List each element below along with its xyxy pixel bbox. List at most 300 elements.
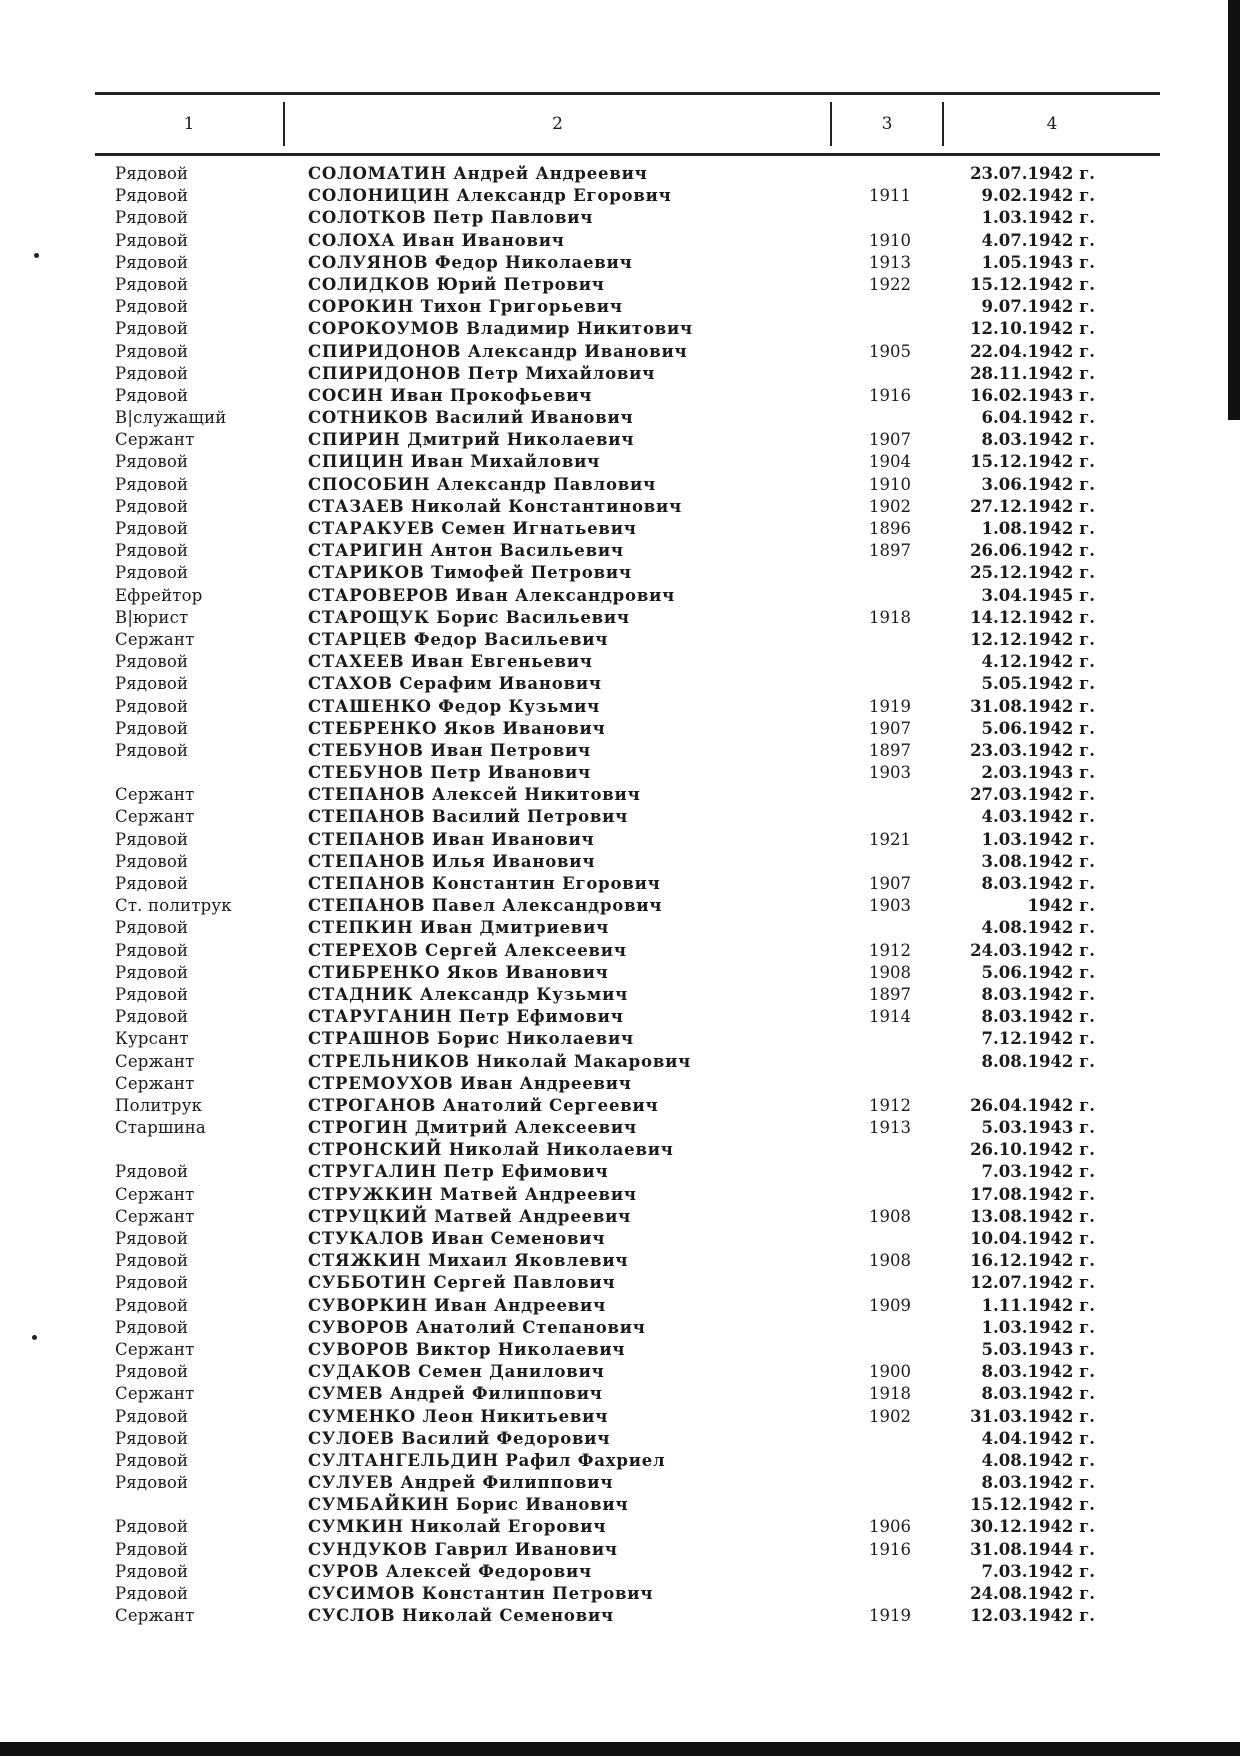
name-cell: СОЛОТКОВ Петр Павлович bbox=[308, 208, 594, 228]
rank-cell: В|юрист bbox=[115, 607, 189, 627]
table-row bbox=[0, 562, 1240, 584]
year-cell: 1903 bbox=[869, 763, 911, 783]
table-row bbox=[0, 829, 1240, 851]
name-cell: СПИРИН Дмитрий Николаевич bbox=[308, 430, 635, 450]
rank-cell: Ст. политрук bbox=[115, 896, 232, 916]
date-cell: 12.07.1942 г. bbox=[970, 1273, 1095, 1293]
name-cell: СОЛОМАТИН Андрей Андреевич bbox=[308, 164, 648, 183]
date-cell: 24.08.1942 г. bbox=[970, 1584, 1095, 1603]
rank-cell: Рядовой bbox=[115, 1162, 189, 1182]
name-cell: СТРУЦКИЙ Матвей Андреевич bbox=[308, 1206, 632, 1226]
table-row bbox=[0, 1295, 1240, 1317]
rank-cell: Рядовой bbox=[115, 1007, 189, 1027]
year-cell: 1908 bbox=[869, 962, 911, 982]
date-cell: 8.08.1942 г. bbox=[981, 1051, 1095, 1071]
rank-cell: Рядовой bbox=[115, 696, 189, 716]
rank-cell: Рядовой bbox=[115, 519, 189, 538]
rank-cell: Рядовой bbox=[115, 385, 189, 405]
table-row bbox=[0, 762, 1240, 784]
table-row bbox=[0, 1406, 1240, 1428]
table-row bbox=[0, 1250, 1240, 1272]
year-cell: 1913 bbox=[869, 1118, 911, 1138]
name-cell: СТЕБУНОВ Иван Петрович bbox=[308, 740, 591, 760]
table-row bbox=[0, 230, 1240, 252]
name-cell: СТАРОЩУК Борис Васильевич bbox=[308, 607, 630, 627]
name-cell: СТИБРЕНКО Яков Иванович bbox=[308, 962, 609, 982]
table-row bbox=[0, 962, 1240, 984]
year-cell: 1919 bbox=[869, 696, 911, 716]
date-cell: 15.12.1942 г. bbox=[970, 1495, 1095, 1515]
rank-cell: Сержант bbox=[115, 1384, 195, 1404]
year-cell: 1912 bbox=[869, 940, 911, 960]
year-cell: 1906 bbox=[869, 1517, 911, 1537]
date-cell: 31.08.1944 г. bbox=[970, 1539, 1095, 1559]
table-row bbox=[0, 1117, 1240, 1139]
table-row bbox=[0, 629, 1240, 651]
date-cell: 12.12.1942 г. bbox=[970, 629, 1095, 649]
name-cell: СУРОВ Алексей Федорович bbox=[308, 1561, 592, 1581]
year-cell: 1910 bbox=[869, 474, 911, 494]
table-row bbox=[0, 1184, 1240, 1206]
year-cell: 1913 bbox=[869, 252, 911, 272]
name-cell: СТРОГАНОВ Анатолий Сергеевич bbox=[308, 1095, 659, 1115]
table-row bbox=[0, 185, 1240, 207]
table-row bbox=[0, 1095, 1240, 1117]
rank-cell: Рядовой bbox=[115, 1229, 189, 1248]
date-cell: 5.05.1942 г. bbox=[981, 674, 1095, 694]
date-cell: 1.03.1942 г. bbox=[981, 829, 1095, 849]
date-cell: 9.02.1942 г. bbox=[981, 186, 1095, 206]
name-cell: СУСЛОВ Николай Семенович bbox=[308, 1606, 614, 1626]
header-col-1: 1 bbox=[183, 114, 195, 134]
table-row bbox=[0, 1139, 1240, 1161]
name-cell: СТРЕЛЬНИКОВ Николай Макарович bbox=[308, 1051, 691, 1071]
name-cell: СТРУГАЛИН Петр Ефимович bbox=[308, 1162, 609, 1182]
name-cell: СУВОРКИН Иван Андреевич bbox=[308, 1295, 606, 1315]
table-row bbox=[0, 1383, 1240, 1405]
rank-cell: Курсант bbox=[115, 1029, 189, 1049]
table-row bbox=[0, 1161, 1240, 1183]
date-cell: 25.12.1942 г. bbox=[970, 563, 1095, 583]
year-cell: 1919 bbox=[869, 1606, 911, 1626]
rank-cell: Рядовой bbox=[115, 164, 189, 183]
date-cell: 3.08.1942 г. bbox=[981, 851, 1095, 871]
name-cell: СТРОГИН Дмитрий Алексеевич bbox=[308, 1118, 637, 1138]
name-cell: СУДАКОВ Семен Данилович bbox=[308, 1362, 605, 1382]
rank-cell: Сержант bbox=[115, 430, 195, 450]
rank-cell: Рядовой bbox=[115, 652, 189, 672]
name-cell: СОЛОХА Иван Иванович bbox=[308, 230, 565, 250]
year-cell: 1909 bbox=[869, 1295, 911, 1315]
table-row bbox=[0, 1450, 1240, 1472]
rank-cell: Рядовой bbox=[115, 1517, 189, 1537]
year-cell: 1907 bbox=[869, 718, 911, 738]
table-row bbox=[0, 1605, 1240, 1627]
table-row bbox=[0, 1006, 1240, 1028]
year-cell: 1905 bbox=[869, 341, 911, 361]
rank-cell: Рядовой bbox=[115, 940, 189, 960]
rank-cell: Рядовой bbox=[115, 1561, 189, 1581]
name-cell: СТАРАКУЕВ Семен Игнатьевич bbox=[308, 519, 637, 538]
table-row bbox=[0, 873, 1240, 895]
table-row bbox=[0, 1339, 1240, 1361]
rank-cell: Сержант bbox=[115, 1073, 195, 1093]
name-cell: СУЛТАНГЕЛЬДИН Рафил Фахриел bbox=[308, 1450, 666, 1470]
scan-edge-bottom bbox=[0, 1742, 1240, 1756]
table-body bbox=[0, 163, 1240, 1627]
header-col-3: 3 bbox=[830, 102, 942, 146]
table-row bbox=[0, 1272, 1240, 1294]
name-cell: СОЛУЯНОВ Федор Николаевич bbox=[308, 252, 633, 272]
table-row bbox=[0, 1228, 1240, 1250]
name-cell: СОЛОНИЦИН Александр Егорович bbox=[308, 186, 672, 206]
date-cell: 23.07.1942 г. bbox=[970, 164, 1095, 183]
date-cell: 4.03.1942 г. bbox=[981, 807, 1095, 827]
rank-cell: Рядовой bbox=[115, 718, 189, 738]
name-cell: СПИРИДОНОВ Петр Михайлович bbox=[308, 363, 656, 383]
date-cell: 10.04.1942 г. bbox=[970, 1229, 1095, 1248]
name-cell: СУСИМОВ Константин Петрович bbox=[308, 1584, 654, 1603]
date-cell: 4.08.1942 г. bbox=[981, 1450, 1095, 1470]
date-cell: 5.06.1942 г. bbox=[981, 962, 1095, 982]
rank-cell: Рядовой bbox=[115, 541, 189, 561]
date-cell: 12.10.1942 г. bbox=[970, 319, 1095, 339]
table-row bbox=[0, 1317, 1240, 1339]
rank-cell: Рядовой bbox=[115, 563, 189, 583]
year-cell: 1921 bbox=[869, 829, 911, 849]
date-cell: 15.12.1942 г. bbox=[970, 452, 1095, 472]
date-cell: 3.04.1945 г. bbox=[981, 585, 1095, 605]
year-cell: 1897 bbox=[869, 984, 911, 1004]
name-cell: СТЕБРЕНКО Яков Иванович bbox=[308, 718, 606, 738]
date-cell: 31.03.1942 г. bbox=[970, 1406, 1095, 1426]
date-cell: 5.03.1943 г. bbox=[981, 1118, 1095, 1138]
rank-cell: Рядовой bbox=[115, 851, 189, 871]
name-cell: СТАХОВ Серафим Иванович bbox=[308, 674, 602, 694]
name-cell: СПИРИДОНОВ Александр Иванович bbox=[308, 341, 688, 361]
rank-cell: Рядовой bbox=[115, 208, 189, 228]
date-cell: 3.06.1942 г. bbox=[981, 474, 1095, 494]
rank-cell: Рядовой bbox=[115, 274, 189, 294]
scan-speck bbox=[32, 1335, 37, 1340]
name-cell: СУББОТИН Сергей Павлович bbox=[308, 1273, 616, 1293]
date-cell: 31.08.1942 г. bbox=[970, 696, 1095, 716]
name-cell: СТАЗАЕВ Николай Константинович bbox=[308, 496, 682, 516]
rank-cell: Рядовой bbox=[115, 829, 189, 849]
date-cell: 7.03.1942 г. bbox=[981, 1162, 1095, 1182]
year-cell: 1897 bbox=[869, 740, 911, 760]
rank-cell: Старшина bbox=[115, 1118, 206, 1138]
rank-cell: Рядовой bbox=[115, 186, 189, 206]
name-cell: СТАРИГИН Антон Васильевич bbox=[308, 541, 624, 561]
date-cell: 8.03.1942 г. bbox=[981, 430, 1095, 450]
table-row bbox=[0, 718, 1240, 740]
name-cell: СТЕПАНОВ Павел Александрович bbox=[308, 896, 663, 916]
name-cell: СУНДУКОВ Гаврил Иванович bbox=[308, 1539, 618, 1559]
table-row bbox=[0, 1494, 1240, 1516]
date-cell: 26.04.1942 г. bbox=[970, 1095, 1095, 1115]
date-cell: 23.03.1942 г. bbox=[970, 740, 1095, 760]
table-row bbox=[0, 585, 1240, 607]
rank-cell: Сержант bbox=[115, 1051, 195, 1071]
scan-speck bbox=[34, 253, 39, 258]
rank-cell: В|служащий bbox=[115, 408, 227, 428]
rank-cell: Сержант bbox=[115, 629, 195, 649]
year-cell: 1896 bbox=[869, 519, 911, 538]
date-cell: 16.02.1943 г. bbox=[970, 385, 1095, 405]
date-cell: 24.03.1942 г. bbox=[970, 940, 1095, 960]
table-row bbox=[0, 1561, 1240, 1583]
rank-cell: Сержант bbox=[115, 1339, 195, 1359]
rank-cell: Рядовой bbox=[115, 1539, 189, 1559]
table-row bbox=[0, 451, 1240, 473]
table-header bbox=[95, 92, 1160, 156]
rank-cell: Рядовой bbox=[115, 1251, 189, 1271]
year-cell: 1902 bbox=[869, 496, 911, 516]
name-cell: СТУКАЛОВ Иван Семенович bbox=[308, 1229, 606, 1248]
rank-cell: Рядовой bbox=[115, 1295, 189, 1315]
rank-cell: Рядовой bbox=[115, 1584, 189, 1603]
table-row bbox=[0, 296, 1240, 318]
name-cell: СТАРЦЕВ Федор Васильевич bbox=[308, 629, 609, 649]
date-cell: 22.04.1942 г. bbox=[970, 341, 1095, 361]
name-cell: СОЛИДКОВ Юрий Петрович bbox=[308, 274, 605, 294]
date-cell: 28.11.1942 г. bbox=[970, 363, 1095, 383]
year-cell: 1918 bbox=[869, 1384, 911, 1404]
name-cell: СТЕПКИН Иван Дмитриевич bbox=[308, 918, 609, 938]
date-cell: 2.03.1943 г. bbox=[981, 763, 1095, 783]
name-cell: СУВОРОВ Виктор Николаевич bbox=[308, 1339, 626, 1359]
table-row bbox=[0, 784, 1240, 806]
date-cell: 4.08.1942 г. bbox=[981, 918, 1095, 938]
date-cell: 27.03.1942 г. bbox=[970, 785, 1095, 805]
name-cell: СТАХЕЕВ Иван Евгеньевич bbox=[308, 652, 593, 672]
name-cell: СПОСОБИН Александр Павлович bbox=[308, 474, 656, 494]
table-row bbox=[0, 385, 1240, 407]
name-cell: СУМКИН Николай Егорович bbox=[308, 1517, 607, 1537]
date-cell: 5.03.1943 г. bbox=[981, 1339, 1095, 1359]
rank-cell: Рядовой bbox=[115, 1273, 189, 1293]
date-cell: 8.03.1942 г. bbox=[981, 1007, 1095, 1027]
rank-cell: Рядовой bbox=[115, 962, 189, 982]
rank-cell: Рядовой bbox=[115, 341, 189, 361]
table-row bbox=[0, 252, 1240, 274]
date-cell: 6.04.1942 г. bbox=[981, 408, 1095, 428]
table-row bbox=[0, 207, 1240, 229]
name-cell: СУЛОЕВ Василий Федорович bbox=[308, 1428, 611, 1448]
year-cell: 1918 bbox=[869, 607, 911, 627]
year-cell: 1903 bbox=[869, 896, 911, 916]
name-cell: СПИЦИН Иван Михайлович bbox=[308, 452, 601, 472]
name-cell: СТЕПАНОВ Алексей Никитович bbox=[308, 785, 641, 805]
date-cell: 1942 г. bbox=[1027, 896, 1095, 916]
rank-cell: Рядовой bbox=[115, 1428, 189, 1448]
name-cell: СТЕПАНОВ Константин Егорович bbox=[308, 874, 661, 893]
table-row bbox=[0, 429, 1240, 451]
date-cell: 8.03.1942 г. bbox=[981, 1473, 1095, 1493]
date-cell: 1.08.1942 г. bbox=[981, 519, 1095, 538]
year-cell: 1910 bbox=[869, 230, 911, 250]
date-cell: 26.10.1942 г. bbox=[970, 1140, 1095, 1160]
table-row bbox=[0, 496, 1240, 518]
year-cell: 1912 bbox=[869, 1095, 911, 1115]
date-cell: 4.04.1942 г. bbox=[981, 1428, 1095, 1448]
table-row bbox=[0, 518, 1240, 540]
name-cell: СОТНИКОВ Василий Иванович bbox=[308, 408, 634, 428]
name-cell: СОРОКИН Тихон Григорьевич bbox=[308, 297, 623, 317]
rank-cell: Рядовой bbox=[115, 1406, 189, 1426]
table-row bbox=[0, 1206, 1240, 1228]
table-row bbox=[0, 1051, 1240, 1073]
name-cell: СТАРУГАНИН Петр Ефимович bbox=[308, 1007, 624, 1027]
name-cell: СТЕПАНОВ Василий Петрович bbox=[308, 807, 629, 827]
rank-cell: Рядовой bbox=[115, 319, 189, 339]
header-col-4: 4 bbox=[942, 102, 1160, 146]
name-cell: СТАРИКОВ Тимофей Петрович bbox=[308, 563, 632, 583]
table-row bbox=[0, 1516, 1240, 1538]
year-cell: 1922 bbox=[869, 274, 911, 294]
table-row bbox=[0, 895, 1240, 917]
rank-cell: Рядовой bbox=[115, 496, 189, 516]
date-cell: 15.12.1942 г. bbox=[970, 274, 1095, 294]
table-row bbox=[0, 851, 1240, 873]
date-cell: 8.03.1942 г. bbox=[981, 1362, 1095, 1382]
year-cell: 1911 bbox=[869, 186, 911, 206]
date-cell: 4.12.1942 г. bbox=[981, 652, 1095, 672]
table-row bbox=[0, 940, 1240, 962]
date-cell: 8.03.1942 г. bbox=[981, 984, 1095, 1004]
date-cell: 26.06.1942 г. bbox=[970, 541, 1095, 561]
name-cell: СТАШЕНКО Федор Кузьмич bbox=[308, 696, 601, 716]
year-cell: 1907 bbox=[869, 874, 911, 893]
year-cell: 1916 bbox=[869, 1539, 911, 1559]
rank-cell: Рядовой bbox=[115, 474, 189, 494]
date-cell: 1.11.1942 г. bbox=[981, 1295, 1095, 1315]
year-cell: 1902 bbox=[869, 1406, 911, 1426]
table-row bbox=[0, 740, 1240, 762]
header-col-2: 2 bbox=[283, 102, 830, 146]
year-cell: 1907 bbox=[869, 430, 911, 450]
date-cell: 4.07.1942 г. bbox=[981, 230, 1095, 250]
name-cell: СТЕБУНОВ Петр Иванович bbox=[308, 763, 591, 783]
table-row bbox=[0, 1028, 1240, 1050]
name-cell: СТРОНСКИЙ Николай Николаевич bbox=[308, 1140, 674, 1160]
rank-cell: Сержант bbox=[115, 1606, 195, 1626]
name-cell: СОСИН Иван Прокофьевич bbox=[308, 385, 593, 405]
date-cell: 1.03.1942 г. bbox=[981, 208, 1095, 228]
table-row bbox=[0, 163, 1240, 185]
year-cell: 1908 bbox=[869, 1206, 911, 1226]
table-row bbox=[0, 1428, 1240, 1450]
date-cell: 1.05.1943 г. bbox=[981, 252, 1095, 272]
date-cell: 7.03.1942 г. bbox=[981, 1561, 1095, 1581]
name-cell: СУВОРОВ Анатолий Степанович bbox=[308, 1317, 646, 1337]
year-cell: 1897 bbox=[869, 541, 911, 561]
table-row bbox=[0, 1361, 1240, 1383]
table-row bbox=[0, 318, 1240, 340]
name-cell: СУЛУЕВ Андрей Филиппович bbox=[308, 1473, 614, 1493]
name-cell: СТРЕМОУХОВ Иван Андреевич bbox=[308, 1073, 632, 1093]
table-row bbox=[0, 696, 1240, 718]
rank-cell: Рядовой bbox=[115, 252, 189, 272]
rank-cell: Сержант bbox=[115, 1184, 195, 1204]
date-cell: 1.03.1942 г. bbox=[981, 1317, 1095, 1337]
name-cell: СТЕПАНОВ Иван Иванович bbox=[308, 829, 595, 849]
rank-cell: Рядовой bbox=[115, 874, 189, 893]
name-cell: СТАДНИК Александр Кузьмич bbox=[308, 984, 628, 1004]
year-cell: 1916 bbox=[869, 385, 911, 405]
date-cell: 14.12.1942 г. bbox=[970, 607, 1095, 627]
name-cell: СТЯЖКИН Михаил Яковлевич bbox=[308, 1251, 629, 1271]
table-row bbox=[0, 1472, 1240, 1494]
name-cell: СТРУЖКИН Матвей Андреевич bbox=[308, 1184, 637, 1204]
table-row bbox=[0, 806, 1240, 828]
table-row bbox=[0, 274, 1240, 296]
table-row bbox=[0, 984, 1240, 1006]
table-row bbox=[0, 673, 1240, 695]
rank-cell: Рядовой bbox=[115, 230, 189, 250]
date-cell: 13.08.1942 г. bbox=[970, 1206, 1095, 1226]
name-cell: СОРОКОУМОВ Владимир Никитович bbox=[308, 319, 693, 339]
rank-cell: Рядовой bbox=[115, 1450, 189, 1470]
date-cell: 8.03.1942 г. bbox=[981, 874, 1095, 893]
rank-cell: Политрук bbox=[115, 1095, 203, 1115]
name-cell: СТРАШНОВ Борис Николаевич bbox=[308, 1029, 634, 1049]
table-row bbox=[0, 1583, 1240, 1605]
rank-cell: Рядовой bbox=[115, 363, 189, 383]
date-cell: 16.12.1942 г. bbox=[970, 1251, 1095, 1271]
rank-cell: Рядовой bbox=[115, 674, 189, 694]
date-cell: 8.03.1942 г. bbox=[981, 1384, 1095, 1404]
rank-cell: Рядовой bbox=[115, 918, 189, 938]
rank-cell: Рядовой bbox=[115, 452, 189, 472]
rank-cell: Сержант bbox=[115, 807, 195, 827]
rank-cell: Рядовой bbox=[115, 297, 189, 317]
table-row bbox=[0, 407, 1240, 429]
table-row bbox=[0, 341, 1240, 363]
rank-cell: Сержант bbox=[115, 1206, 195, 1226]
rank-cell: Ефрейтор bbox=[115, 585, 203, 605]
table-row bbox=[0, 363, 1240, 385]
year-cell: 1914 bbox=[869, 1007, 911, 1027]
name-cell: СТЕРЕХОВ Сергей Алексеевич bbox=[308, 940, 627, 960]
name-cell: СТЕПАНОВ Илья Иванович bbox=[308, 851, 596, 871]
date-cell: 9.07.1942 г. bbox=[981, 297, 1095, 317]
table-row bbox=[0, 1539, 1240, 1561]
year-cell: 1900 bbox=[869, 1362, 911, 1382]
table-row bbox=[0, 1073, 1240, 1095]
table-row bbox=[0, 474, 1240, 496]
rank-cell: Рядовой bbox=[115, 1317, 189, 1337]
date-cell: 17.08.1942 г. bbox=[970, 1184, 1095, 1204]
date-cell: 27.12.1942 г. bbox=[970, 496, 1095, 516]
name-cell: СУМБАЙКИН Борис Иванович bbox=[308, 1495, 629, 1515]
rank-cell: Рядовой bbox=[115, 984, 189, 1004]
date-cell: 12.03.1942 г. bbox=[970, 1606, 1095, 1626]
date-cell: 5.06.1942 г. bbox=[981, 718, 1095, 738]
year-cell: 1908 bbox=[869, 1251, 911, 1271]
rank-cell: Рядовой bbox=[115, 1362, 189, 1382]
table-row bbox=[0, 917, 1240, 939]
rank-cell: Рядовой bbox=[115, 740, 189, 760]
date-cell: 7.12.1942 г. bbox=[981, 1029, 1095, 1049]
name-cell: СУМЕНКО Леон Никитьевич bbox=[308, 1406, 609, 1426]
table-row bbox=[0, 607, 1240, 629]
year-cell: 1904 bbox=[869, 452, 911, 472]
table-row bbox=[0, 651, 1240, 673]
rank-cell: Сержант bbox=[115, 785, 195, 805]
table-row bbox=[0, 540, 1240, 562]
